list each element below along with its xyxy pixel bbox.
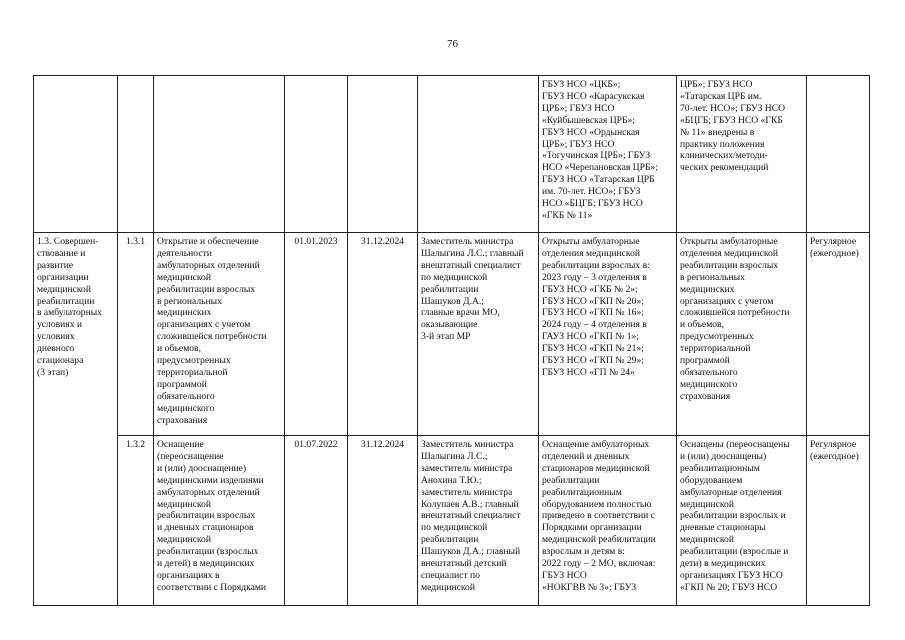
cell-event: Оснащение (переоснащение и (или) дооснащение) медицинскими изделиями амбулаторных отделений медицинской реабилитации взрослых и дневных стационаров медицинской реабилитации (взрослых и детей) в медицинских организациях в соответствии с Порядками xyxy=(154,436,285,606)
table-row xyxy=(34,436,870,606)
cell-start-empty xyxy=(285,76,348,233)
cell-regularity-empty xyxy=(807,76,870,233)
cell-responsible: Заместитель министра Шалыгина Л.С.; главный внештатный специалист по медицинской реабилитации Шашуков Д.А.; главные врачи МО, оказывающие 3-й этап МР xyxy=(418,233,539,436)
cell-responsible: Заместитель министра Шалыгина Л.С.; заместитель министра Анохина Т.Ю.; заместитель министра Колупаев А.В.; главный внештатный специалист по медицинской реабилитации Шашуков Д.А.; главный внештатный детский специалист по медицинской xyxy=(418,436,539,606)
table-row-continuation xyxy=(34,76,870,233)
cell-row-number: 1.3.2 xyxy=(118,436,154,606)
table-row xyxy=(34,233,870,436)
cell-end-empty xyxy=(348,76,418,233)
cell-event: Открытие и обеспечение деятельности амбулаторных отделений медицинской реабилитации взрослых в региональных медицинских организациях с учетом сложившейся потребности и объемов, предусмотренных территориальной программой обязательного медицинского страхования xyxy=(154,233,285,436)
cell-indicator: Оснащены (переоснащены и (или) дооснащены) реабилитационным оборудованием амбулаторные отделения медицинской реабилитации взрослых и дневные стационары медицинской реабилитации (взрослые и дети) в медицинских организациях ГБУЗ НСО «ГКП № 20; ГБУЗ НСО xyxy=(677,436,807,606)
cell-start-date: 01.07.2022 xyxy=(285,436,348,606)
cell-end-date: 31.12.2024 xyxy=(348,233,418,436)
cell-section-title: 1.3. Совершен- ствование и развитие организации медицинской реабилитации в амбулаторных условиях и условиях дневного стационара (3 этап) xyxy=(34,233,118,606)
activity-table xyxy=(33,75,870,606)
cell-indicator-continued: ЦРБ»; ГБУЗ НСО «Татарская ЦРБ им. 70-лет. НСО»; ГБУЗ НСО «БЦГБ; ГБУЗ НСО «ГКБ № 11» внедрены в практику положения клинических/методи- ческих рекомендаций xyxy=(677,76,807,233)
cell-result: Оснащение амбулаторных отделений и дневных стационаров медицинской реабилитации реабилитационным оборудованием полностью приведено в соответствии с Порядками организации медицинской реабилитации взрослым и детям в: 2022 году – 2 МО, включая: ГБУЗ НСО «НОКГВВ № 3»; ГБУЗ xyxy=(539,436,677,606)
cell-regularity: Регулярное (ежегодное) xyxy=(807,436,870,606)
cell-responsible-empty xyxy=(418,76,539,233)
cell-regularity: Регулярное (ежегодное) xyxy=(807,233,870,436)
cell-num-empty xyxy=(118,76,154,233)
cell-result: Открыты амбулаторные отделения медицинской реабилитации взрослых в: 2023 году – 3 отделения в ГБУЗ НСО «ГКБ № 2»; ГБУЗ НСО «ГКП № 20»; ГБУЗ НСО «ГКП № 16»; 2024 году – 4 отделения в ГАУЗ НСО «ГКП № 1»; ГБУЗ НСО «ГКП № 21»; ГБУЗ НСО «ГКП № 29»; ГБУЗ НСО «ГП № 24» xyxy=(539,233,677,436)
page-number: 76 xyxy=(447,38,458,50)
cell-end-date: 31.12.2024 xyxy=(348,436,418,606)
cell-start-date: 01.01.2023 xyxy=(285,233,348,436)
cell-event-empty xyxy=(154,76,285,233)
cell-indicator: Открыты амбулаторные отделения медицинской реабилитации взрослых в региональных медицинских организациях с учетом сложившейся потребности и объемов, предусмотренных территориальной программой обязательного медицинского страхования xyxy=(677,233,807,436)
cell-row-number: 1.3.1 xyxy=(118,233,154,436)
cell-result-continued: ГБУЗ НСО «ЦКБ»; ГБУЗ НСО «Карасукская ЦРБ»; ГБУЗ НСО «Куйбышевская ЦРБ»; ГБУЗ НСО «Ордынская ЦРБ»; ГБУЗ НСО «Тогучинская ЦРБ»; ГБУЗ НСО «Черепановская ЦРБ»; ГБУЗ НСО «Татарская ЦРБ им. 70-лет. НСО»; ГБУЗ НСО «БЦГБ; ГБУЗ НСО «ГКБ № 11» xyxy=(539,76,677,233)
cell-section-empty xyxy=(34,76,118,233)
